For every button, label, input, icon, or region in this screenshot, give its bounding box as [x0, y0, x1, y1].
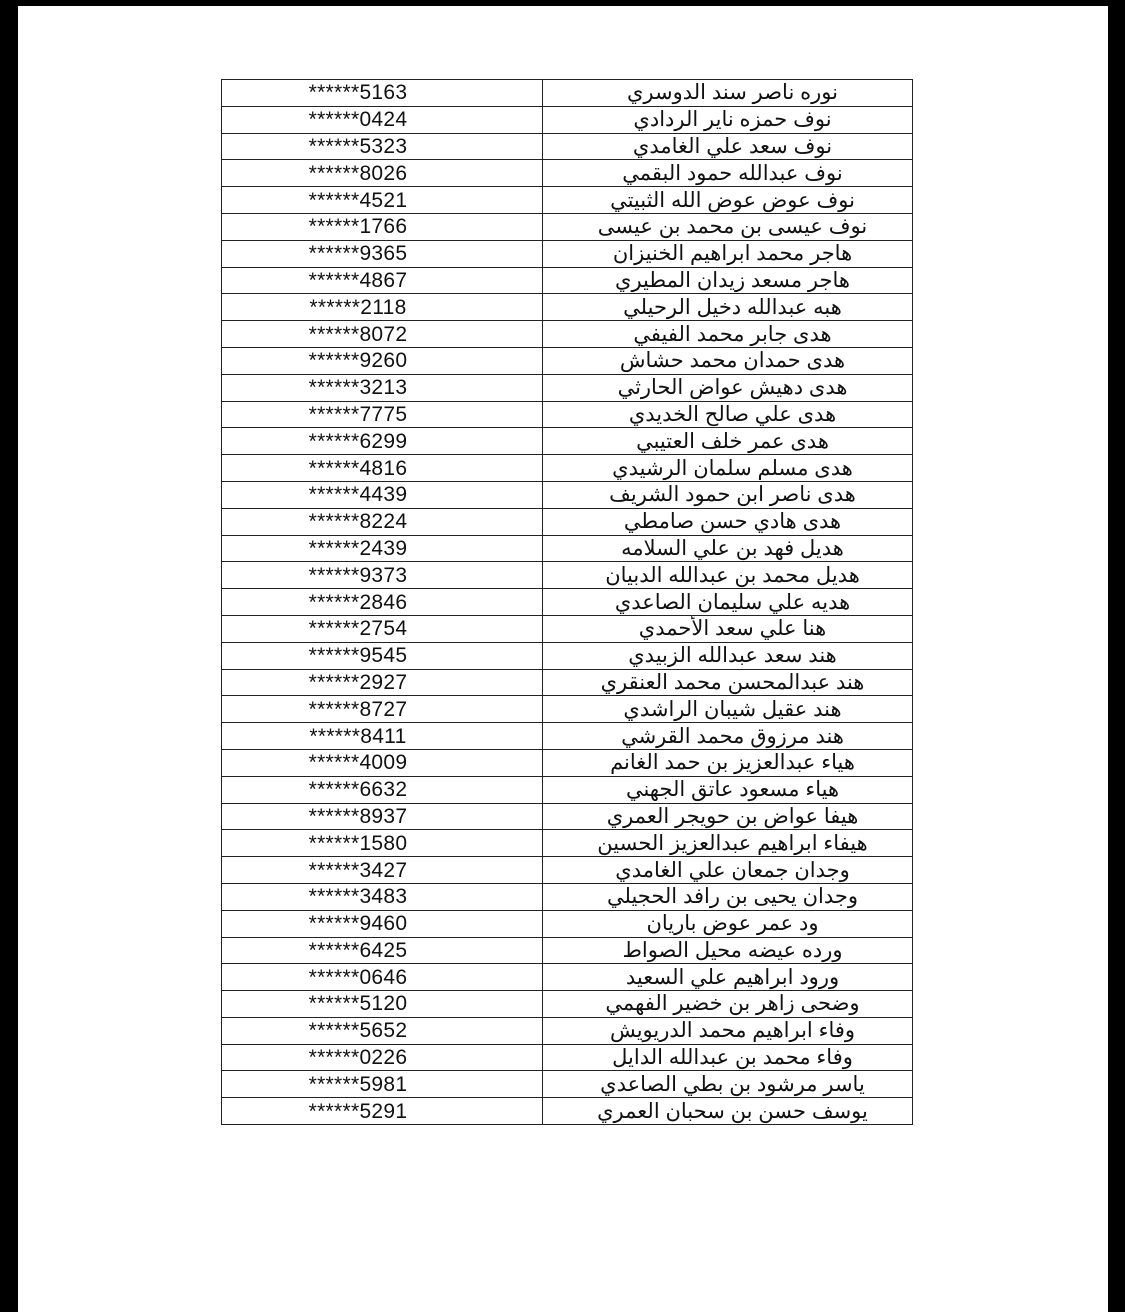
name-text: هدى ناصر ابن حمود الشريف: [609, 483, 856, 507]
id-code-cell: [222, 669, 543, 696]
name-cell: [543, 696, 913, 723]
name-text: وجدان جمعان علي الغامدي: [615, 858, 850, 882]
name-cell: [543, 991, 913, 1018]
id-code-cell: [222, 187, 543, 214]
name-text: نوره ناصر سند الدوسري: [627, 81, 838, 105]
name-text: ورده عيضه محيل الصواط: [622, 938, 843, 962]
name-text: وجدان يحيى بن رافد الحجيلي: [607, 885, 858, 909]
table-row: [222, 106, 913, 133]
name-cell: [543, 347, 913, 374]
name-cell: [543, 187, 913, 214]
id-code-cell: [222, 347, 543, 374]
id-code-cell: [222, 133, 543, 160]
name-text: هاجر محمد ابراهيم الخنيزان: [612, 242, 853, 266]
id-code-cell: [222, 80, 543, 107]
id-code-text: ******4521: [308, 188, 408, 212]
table-row: [222, 642, 913, 669]
id-code-cell: [222, 267, 543, 294]
names-table: [221, 79, 913, 1125]
id-code-cell: [222, 803, 543, 830]
id-code-cell: [222, 428, 543, 455]
table-row: [222, 803, 913, 830]
id-code-cell: [222, 106, 543, 133]
table-row: [222, 723, 913, 750]
id-code-cell: [222, 830, 543, 857]
id-code-cell: [222, 696, 543, 723]
table-row: [222, 991, 913, 1018]
id-code-text: ******3427: [308, 858, 408, 882]
name-cell: [543, 267, 913, 294]
id-code-cell: [222, 240, 543, 267]
name-cell: [543, 133, 913, 160]
id-code-text: ******3213: [308, 376, 408, 400]
name-text: نوف حمزه ناير الردادي: [633, 108, 832, 132]
name-cell: [543, 776, 913, 803]
name-text: هدى عمر خلف العتيبي: [636, 429, 829, 453]
id-code-text: ******5291: [308, 1099, 408, 1123]
table-row: [222, 374, 913, 401]
name-cell: [543, 240, 913, 267]
name-cell: [543, 830, 913, 857]
id-code-text: ******4009: [308, 751, 408, 775]
document-page: [18, 6, 1108, 1312]
id-code-text: ******5652: [308, 1019, 408, 1043]
id-code-text: ******1766: [308, 215, 408, 239]
name-cell: [543, 294, 913, 321]
name-cell: [543, 749, 913, 776]
id-code-text: ******0646: [308, 965, 408, 989]
table-row: [222, 937, 913, 964]
table-row: [222, 669, 913, 696]
id-code-cell: [222, 910, 543, 937]
id-code-text: ******5163: [308, 81, 408, 105]
names-table-container: [221, 79, 912, 1125]
id-code-cell: [222, 642, 543, 669]
id-code-cell: [222, 964, 543, 991]
id-code-text: ******5981: [308, 1072, 408, 1096]
id-code-cell: [222, 562, 543, 589]
id-code-cell: [222, 455, 543, 482]
name-text: ورود ابراهيم علي السعيد: [625, 965, 840, 989]
name-cell: [543, 803, 913, 830]
name-text: ود عمر عوض باريان: [646, 912, 819, 936]
id-code-cell: [222, 535, 543, 562]
id-code-text: ******6425: [308, 938, 408, 962]
id-code-cell: [222, 857, 543, 884]
id-code-cell: [222, 1017, 543, 1044]
name-text: هدى حمدان محمد حشاش: [619, 349, 846, 373]
name-text: هيفاء ابراهيم عبدالعزيز الحسين: [597, 831, 868, 855]
name-cell: [543, 213, 913, 240]
name-cell: [543, 937, 913, 964]
name-text: هاجر مسعد زيدان المطيري: [615, 268, 850, 292]
name-text: هدى مسلم سلمان الرشيدي: [612, 456, 853, 480]
name-cell: [543, 1098, 913, 1125]
name-text: يوسف حسن بن سحبان العمري: [597, 1099, 868, 1123]
table-row: [222, 294, 913, 321]
id-code-cell: [222, 937, 543, 964]
id-code-text: ******4816: [308, 456, 408, 480]
name-text: هدى جابر محمد الفيفي: [633, 322, 832, 346]
table-row: [222, 1044, 913, 1071]
id-code-text: ******7775: [308, 402, 408, 426]
name-cell: [543, 615, 913, 642]
table-row: [222, 857, 913, 884]
id-code-text: ******8072: [308, 322, 408, 346]
name-cell: [543, 642, 913, 669]
name-cell: [543, 723, 913, 750]
name-text: نوف سعد علي الغامدي: [632, 134, 833, 158]
name-text: هنا علي سعد الأحمدي: [638, 617, 827, 641]
id-code-cell: [222, 723, 543, 750]
name-text: هيفا عواض بن حويجر العمري: [606, 804, 859, 828]
name-text: هدى علي صالح الخديدي: [628, 402, 837, 426]
table-row: [222, 1017, 913, 1044]
name-cell: [543, 80, 913, 107]
id-code-text: ******5323: [308, 134, 408, 158]
table-row: [222, 240, 913, 267]
id-code-cell: [222, 1071, 543, 1098]
id-code-text: ******6299: [308, 429, 408, 453]
name-text: هند مرزوق محمد القرشي: [621, 724, 844, 748]
name-cell: [543, 106, 913, 133]
name-cell: [543, 401, 913, 428]
id-code-text: ******4439: [308, 483, 408, 507]
table-row: [222, 562, 913, 589]
id-code-text: ******1580: [308, 831, 408, 855]
table-row: [222, 964, 913, 991]
name-text: هدى دهيش عواض الحارثي: [617, 376, 848, 400]
id-code-text: ******0424: [308, 108, 408, 132]
id-code-text: ******8411: [309, 724, 407, 748]
id-code-text: ******9365: [308, 242, 408, 266]
table-row: [222, 160, 913, 187]
table-row: [222, 133, 913, 160]
id-code-text: ******6632: [308, 778, 408, 802]
name-cell: [543, 562, 913, 589]
table-row: [222, 455, 913, 482]
id-code-text: ******5120: [308, 992, 408, 1016]
name-cell: [543, 481, 913, 508]
id-code-cell: [222, 160, 543, 187]
name-cell: [543, 508, 913, 535]
id-code-cell: [222, 508, 543, 535]
id-code-text: ******8026: [308, 161, 408, 185]
name-cell: [543, 535, 913, 562]
table-row: [222, 910, 913, 937]
id-code-text: ******9460: [308, 912, 408, 936]
name-cell: [543, 1017, 913, 1044]
id-code-cell: [222, 776, 543, 803]
id-code-cell: [222, 374, 543, 401]
name-text: هديه علي سليمان الصاعدي: [614, 590, 851, 614]
name-cell: [543, 669, 913, 696]
id-code-text: ******8937: [308, 804, 408, 828]
id-code-cell: [222, 401, 543, 428]
id-code-text: ******9545: [308, 644, 408, 668]
table-row: [222, 213, 913, 240]
id-code-cell: [222, 615, 543, 642]
name-text: هديل فهد بن علي السلامه: [621, 536, 844, 560]
name-cell: [543, 589, 913, 616]
name-cell: [543, 910, 913, 937]
table-row: [222, 830, 913, 857]
name-cell: [543, 455, 913, 482]
table-row: [222, 80, 913, 107]
id-code-text: ******0226: [308, 1046, 408, 1070]
table-row: [222, 696, 913, 723]
name-text: وفاء ابراهيم محمد الدريويش: [609, 1019, 856, 1043]
table-row: [222, 589, 913, 616]
name-text: هبه عبدالله دخيل الرحيلي: [623, 295, 842, 319]
id-code-text: ******9373: [308, 563, 408, 587]
id-code-text: ******8727: [308, 697, 408, 721]
table-row: [222, 428, 913, 455]
name-cell: [543, 1071, 913, 1098]
name-text: هدى هادي حسن صامطي: [623, 510, 842, 534]
id-code-cell: [222, 883, 543, 910]
name-text: نوف عوض عوض الله الثبيتي: [610, 188, 855, 212]
name-text: هند عقيل شيبان الراشدي: [623, 697, 842, 721]
id-code-text: ******2118: [309, 295, 407, 319]
table-row: [222, 508, 913, 535]
table-row: [222, 615, 913, 642]
name-cell: [543, 883, 913, 910]
name-cell: [543, 857, 913, 884]
id-code-text: ******2927: [308, 670, 408, 694]
id-code-cell: [222, 213, 543, 240]
id-code-cell: [222, 589, 543, 616]
name-text: ياسر مرشود بن بطي الصاعدي: [600, 1072, 865, 1096]
id-code-cell: [222, 481, 543, 508]
id-code-cell: [222, 749, 543, 776]
name-text: وفاء محمد بن عبدالله الدايل: [612, 1046, 853, 1070]
names-table-body: [222, 80, 913, 1125]
name-cell: [543, 428, 913, 455]
id-code-cell: [222, 1044, 543, 1071]
name-text: هديل محمد بن عبدالله الدبيان: [605, 563, 860, 587]
name-cell: [543, 1044, 913, 1071]
id-code-text: ******2439: [308, 536, 408, 560]
id-code-text: ******4867: [308, 268, 408, 292]
name-cell: [543, 374, 913, 401]
id-code-cell: [222, 991, 543, 1018]
name-cell: [543, 160, 913, 187]
table-row: [222, 401, 913, 428]
id-code-cell: [222, 321, 543, 348]
table-row: [222, 267, 913, 294]
table-row: [222, 187, 913, 214]
name-text: وضحى زاهر بن خضير الفهمي: [605, 992, 860, 1016]
table-row: [222, 776, 913, 803]
name-text: هياء مسعود عاتق الجهني: [625, 778, 840, 802]
id-code-cell: [222, 294, 543, 321]
table-row: [222, 1098, 913, 1125]
table-row: [222, 883, 913, 910]
id-code-text: ******2846: [308, 590, 408, 614]
table-row: [222, 1071, 913, 1098]
name-text: هياء عبدالعزيز بن حمد الغانم: [610, 751, 855, 775]
table-row: [222, 481, 913, 508]
name-text: هند عبدالمحسن محمد العنقري: [600, 670, 865, 694]
id-code-cell: [222, 1098, 543, 1125]
name-text: نوف عبدالله حمود البقمي: [622, 161, 843, 185]
id-code-text: ******2754: [308, 617, 408, 641]
id-code-text: ******9260: [308, 349, 408, 373]
name-text: نوف عيسى بن محمد بن عيسى: [597, 215, 868, 239]
table-row: [222, 321, 913, 348]
id-code-text: ******8224: [308, 510, 408, 534]
name-cell: [543, 964, 913, 991]
table-row: [222, 535, 913, 562]
table-row: [222, 347, 913, 374]
id-code-text: ******3483: [308, 885, 408, 909]
name-text: هند سعد عبدالله الزبيدي: [628, 644, 837, 668]
table-row: [222, 749, 913, 776]
name-cell: [543, 321, 913, 348]
